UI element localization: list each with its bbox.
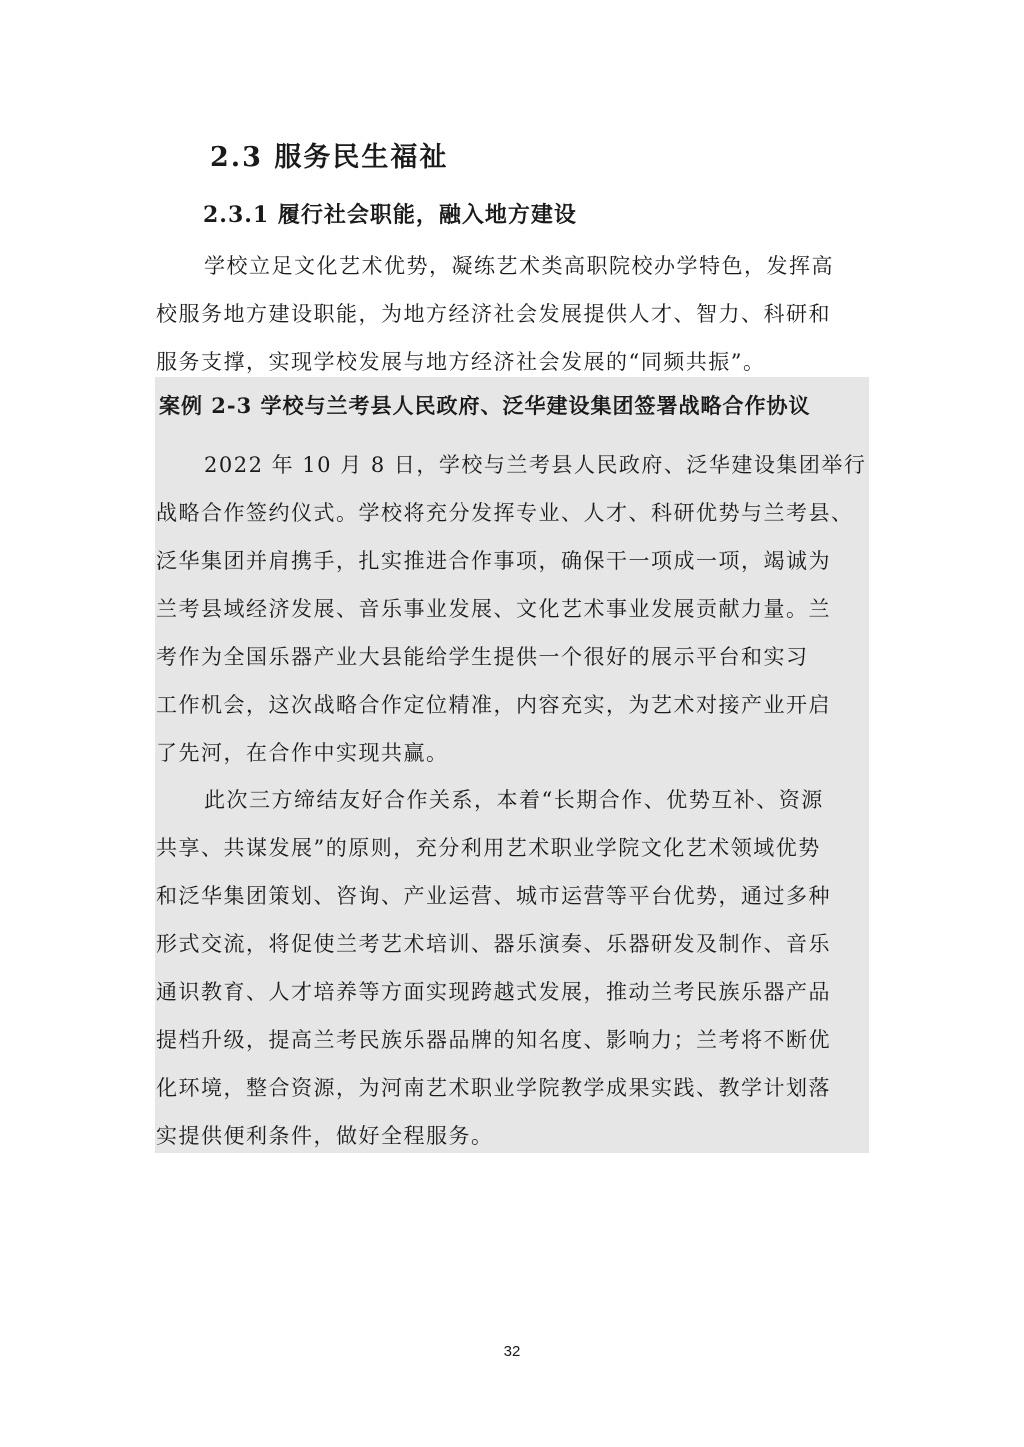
case-line: 考作为全国乐器产业大县能给学生提供一个很好的展示平台和实习	[156, 645, 809, 669]
case-line: 和泛华集团策划、咨询、产业运营、城市运营等平台优势，通过多种	[156, 884, 831, 908]
case-line: 共享、共谋发展”的原则，充分利用艺术职业学院文化艺术领域优势	[156, 836, 821, 860]
case-line: 化环境，整合资源，为河南艺术职业学院教学成果实践、教学计划落	[156, 1076, 831, 1100]
case-line: 2022 年 10 月 8 日，学校与兰考县人民政府、泛华建设集团举行	[204, 453, 867, 477]
intro-line: 校服务地方建设职能，为地方经济社会发展提供人才、智力、科研和	[156, 302, 831, 326]
case-study-title: 案例 2-3 学校与兰考县人民政府、泛华建设集团签署战略合作协议	[159, 393, 811, 418]
case-line: 工作机会，这次战略合作定位精准，内容充实，为艺术对接产业开启	[156, 693, 831, 717]
case-line: 实提供便利条件，做好全程服务。	[156, 1124, 494, 1148]
case-line: 战略合作签约仪式。学校将充分发挥专业、人才、科研优势与兰考县、	[156, 501, 854, 525]
page-number: 32	[503, 1343, 521, 1360]
intro-paragraph	[156, 242, 868, 386]
case-paragraph-1	[156, 441, 868, 777]
case-line: 兰考县域经济发展、音乐事业发展、文化艺术事业发展贡献力量。兰	[156, 597, 831, 621]
intro-line: 服务支撑，实现学校发展与地方经济社会发展的“同频共振”。	[156, 350, 766, 374]
case-line: 此次三方缔结友好合作关系，本着“长期合作、优势互补、资源	[204, 788, 824, 812]
case-line: 泛华集团并肩携手，扎实推进合作事项，确保干一项成一项，竭诚为	[156, 549, 831, 573]
case-line: 了先河，在合作中实现共赢。	[156, 741, 449, 765]
subsection-heading: 2.3.1 履行社会职能，融入地方建设	[203, 202, 577, 228]
case-line: 提档升级，提高兰考民族乐器品牌的知名度、影响力；兰考将不断优	[156, 1028, 831, 1052]
intro-line: 学校立足文化艺术优势，凝练艺术类高职院校办学特色，发挥高	[204, 254, 834, 278]
case-line: 形式交流，将促使兰考艺术培训、器乐演奏、乐器研发及制作、音乐	[156, 932, 831, 956]
case-line: 通识教育、人才培养等方面实现跨越式发展，推动兰考民族乐器产品	[156, 980, 831, 1004]
case-paragraph-2	[156, 776, 868, 1160]
section-heading: 2.3 服务民生福祉	[210, 142, 449, 173]
